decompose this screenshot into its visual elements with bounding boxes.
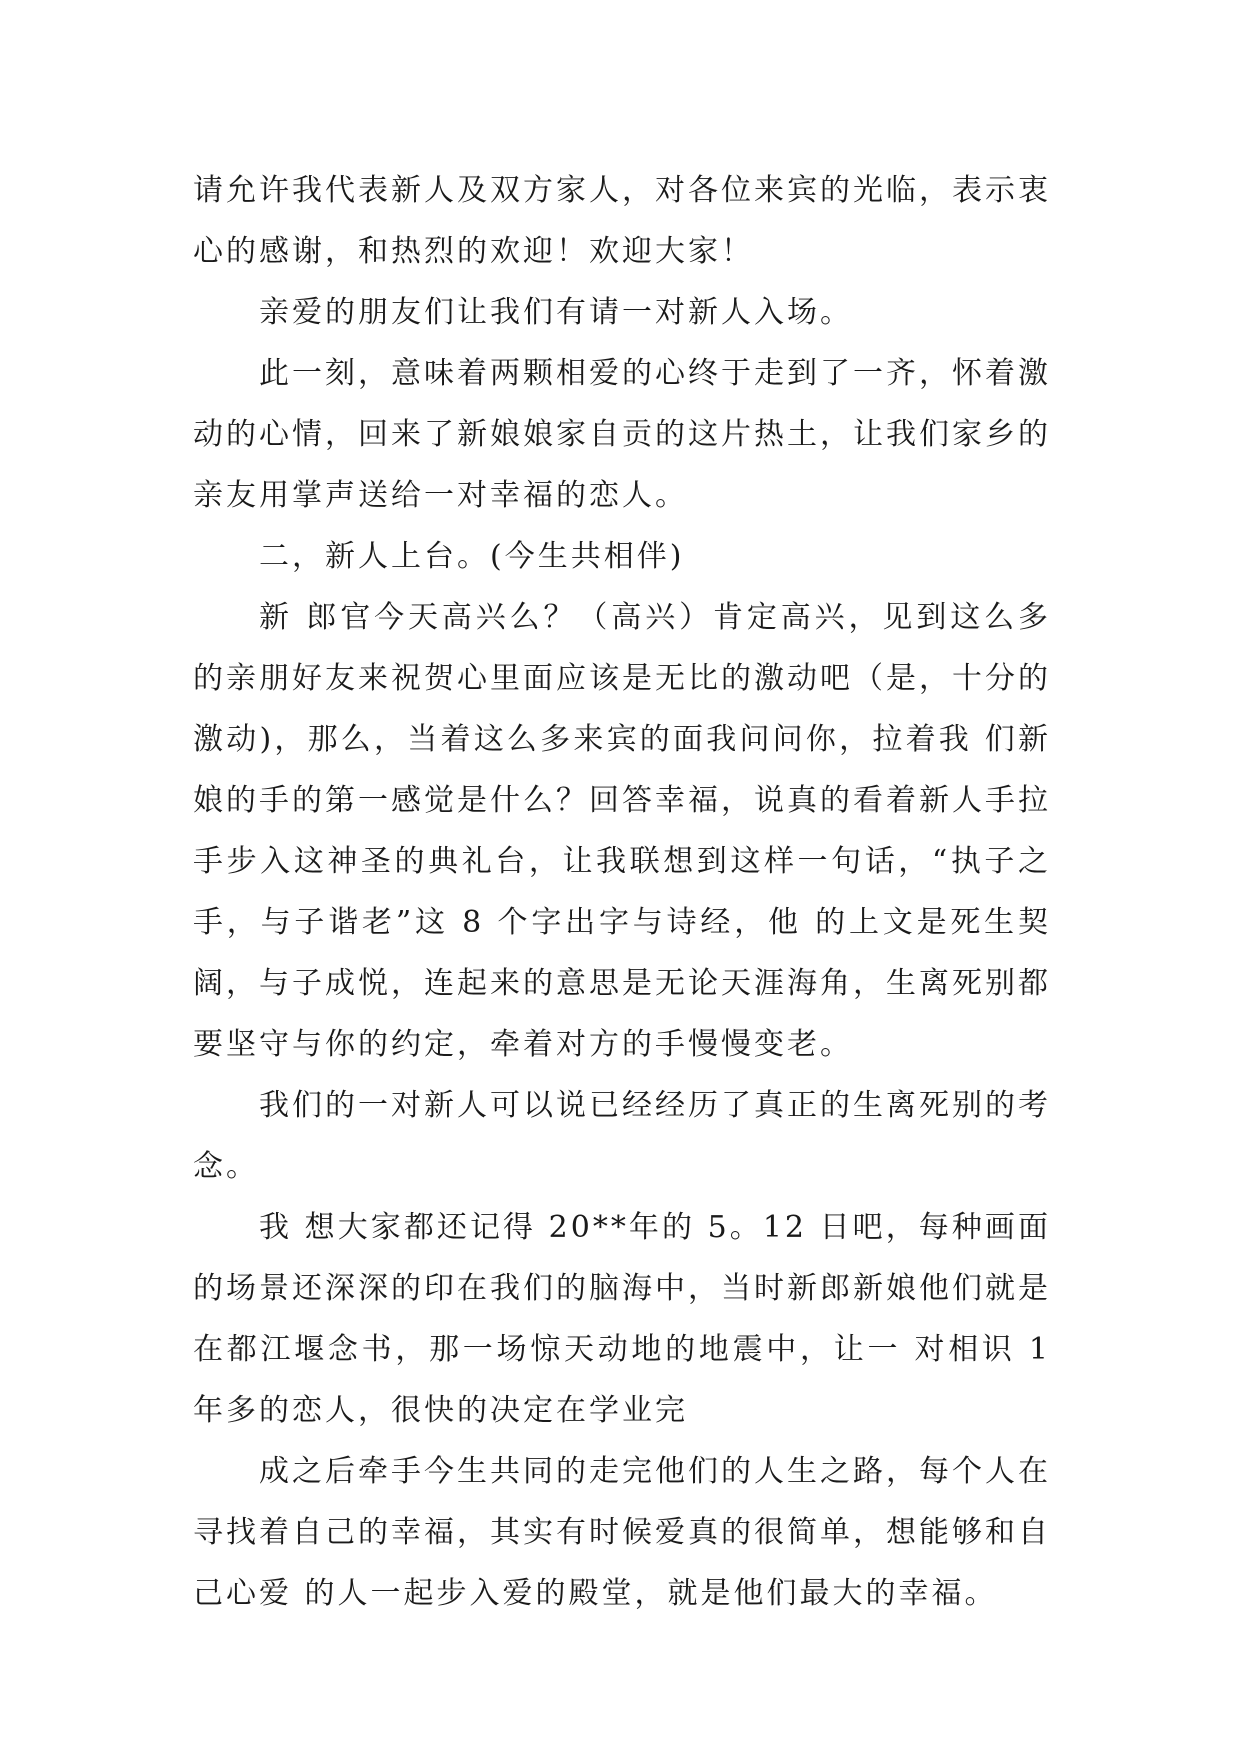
paragraph-1: 请允许我代表新人及双方家人，对各位来宾的光临，表示衷心的感谢，和热烈的欢迎！欢迎大家！ [193,173,1051,269]
paragraph-4: 二，新人上台。(今生共相伴) [259,539,685,574]
paragraph-5: 新 郎官今天高兴么？（高兴）肯定高兴，见到这么多的亲朋好友来祝贺心里面应该是无比的激动吧（是，十分的激动)，那么，当着这么多来宾的面我问问你，拉着我 们新娘的手的第一感觉是什么？回答幸福，说真的看着新人手拉手步入这神圣的典礼台，让我联想到这样一句话，“执子之手，与子谐老”这 8 个字出字与诗经，他 的上文是死生契阔，与子成悦，连起来的意思是无论天涯海角，生离死别都要坚守与你的约定，牵着对方的手慢慢变老。 [193,600,1051,1062]
paragraph-3: 此一刻，意味着两颗相爱的心终于走到了一齐，怀着激动的心情，回来了新娘娘家自贡的这片热土，让我们家乡的亲友用掌声送给一对幸福的恋人。 [193,356,1051,513]
paragraph-7: 我 想大家都还记得 20**年的 5。12 日吧，每种画面的场景还深深的印在我们的脑海中，当时新郎新娘他们就是在都江堰念书，那一场惊天动地的地震中，让一 对相识 1 年多的恋人，很快的决定在学业完 [193,1210,1051,1428]
paragraph-6: 我们的一对新人可以说已经经历了真正的生离死别的考念。 [193,1088,1051,1184]
document-body [193,160,1051,1624]
paragraph-8: 成之后牵手今生共同的走完他们的人生之路，每个人在寻找着自己的幸福，其实有时候爱真的很简单，想能够和自己心爱 的人一起步入爱的殿堂，就是他们最大的幸福。 [193,1454,1051,1611]
paragraph-2: 亲爱的朋友们让我们有请一对新人入场。 [259,295,853,330]
